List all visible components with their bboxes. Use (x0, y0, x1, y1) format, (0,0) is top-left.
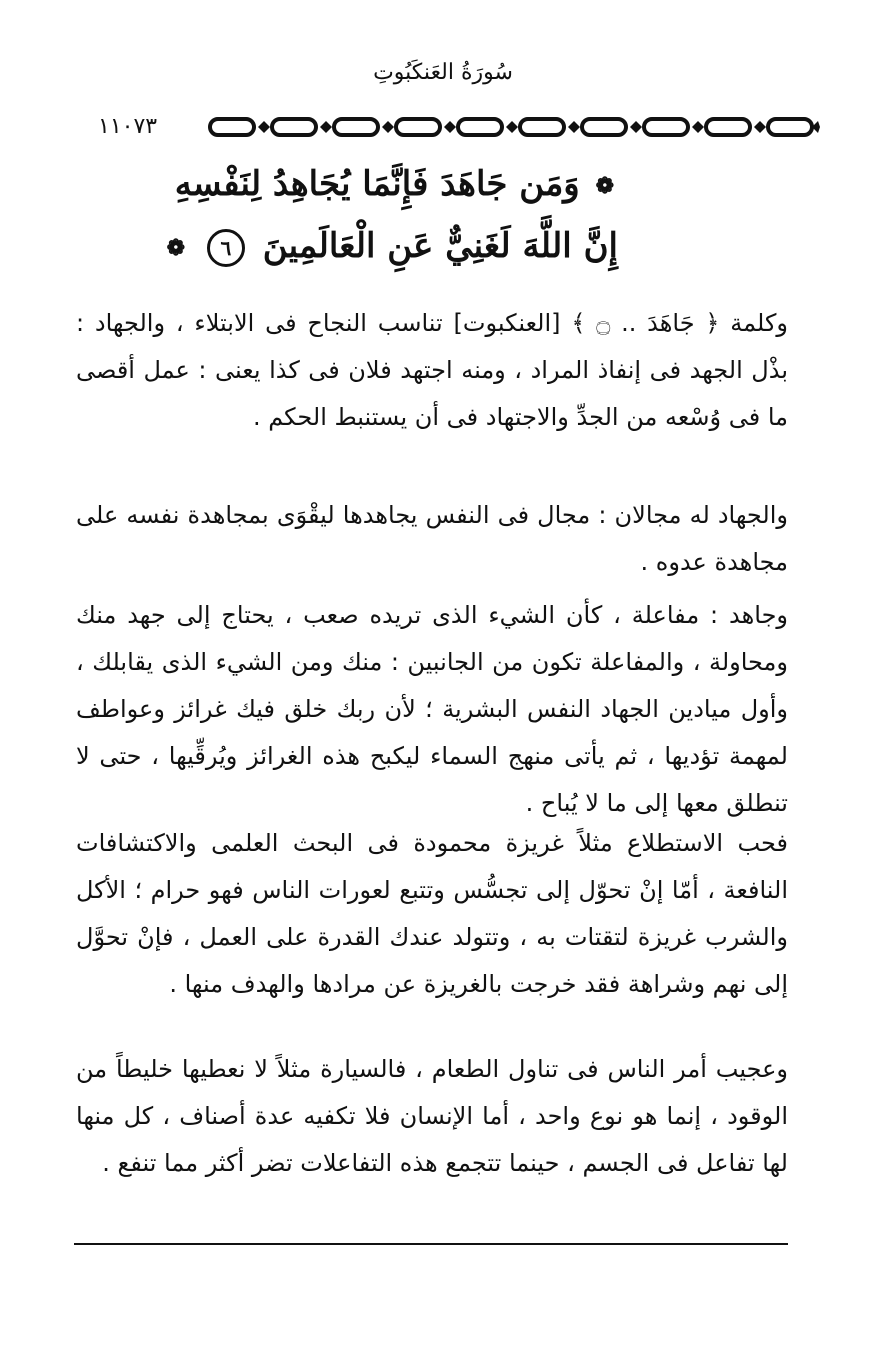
commentary-paragraph: والجهاد له مجالان : مجال فى النفس يجاهدها ليقْوَى بمجاهدة نفسه على مجاهدة عدوه . (76, 501, 788, 576)
commentary-paragraph: وجاهد : مفاعلة ، كأن الشيء الذى تريده صعب ، يحتاج إلى جهد منك ومحاولة ، والمفاعلة تكون من الجانبين : منك ومن الشيء الذى يقابلك ، وأول ميادين الجهاد النفس البشرية ؛ لأن ربك خلق فيك غرائز وعواطف لمهمة تؤديها ، ثم يأتى منهج السماء ليكبح هذه الغرائز ويُرقِّيها ، حتى لا تنطلق معها إلى ما لا يُباح . (76, 601, 788, 817)
footer-divider (74, 1243, 788, 1245)
commentary-paragraph: وكلمة ﴿ جَاهَدَ .. ۝ ﴾ [العنكبوت] تناسب النجاح فى الابتلاء ، والجهاد : بذْل الجهد فى إنفاذ المراد ، ومنه اجتهد فلان فى كذا يعنى : عمل أقصى ما فى وُسْعه من الجدِّ والاجتهاد فى أن يستنبط الحكم . (76, 309, 788, 431)
verse-ornament-icon: ❁ (595, 173, 614, 199)
surah-title: سُورَةُ العَنكَبُوتِ (373, 60, 513, 85)
verse-text-line-2: إِنَّ اللَّهَ لَغَنِيٌّ عَنِ الْعَالَمِينَ (262, 226, 618, 266)
page-number: ١١٠٧٣ (62, 112, 192, 142)
commentary-paragraph: فحب الاستطلاع مثلاً غريزة محمودة فى البحث العلمى والاكتشافات النافعة ، أمّا إنْ تحوّل إلى تجسُّس وتتبع لعورات الناس فهو حرام ؛ الأكل والشرب غريزة لتقتات به ، وتتولد عندك القدرة على العمل ، فإنْ تحوَّل إلى نهم وشراهة فقد خرجت بالغريزة عن مرادها والهدف منها . (76, 829, 788, 998)
verse-ornament-icon: ❁ (166, 235, 185, 261)
quran-verse-line-1 (58, 164, 618, 204)
commentary-paragraph: وعجيب أمر الناس فى تناول الطعام ، فالسيارة مثلاً لا نعطيها خليطاً من الوقود ، إنما هو نوع واحد ، أما الإنسان فلا تكفيه عدة أصناف ، كل منها لها تفاعل فى الجسم ، حينما تتجمع هذه التفاعلات تضر أكثر مما تنفع . (76, 1055, 788, 1177)
verse-text-line-1: وَمَن جَاهَدَ فَإِنَّمَا يُجَاهِدُ لِنَفْسِهِ (174, 164, 580, 204)
verse-number-badge: ٦ (207, 229, 245, 267)
quran-verse-line-2 (58, 226, 618, 267)
